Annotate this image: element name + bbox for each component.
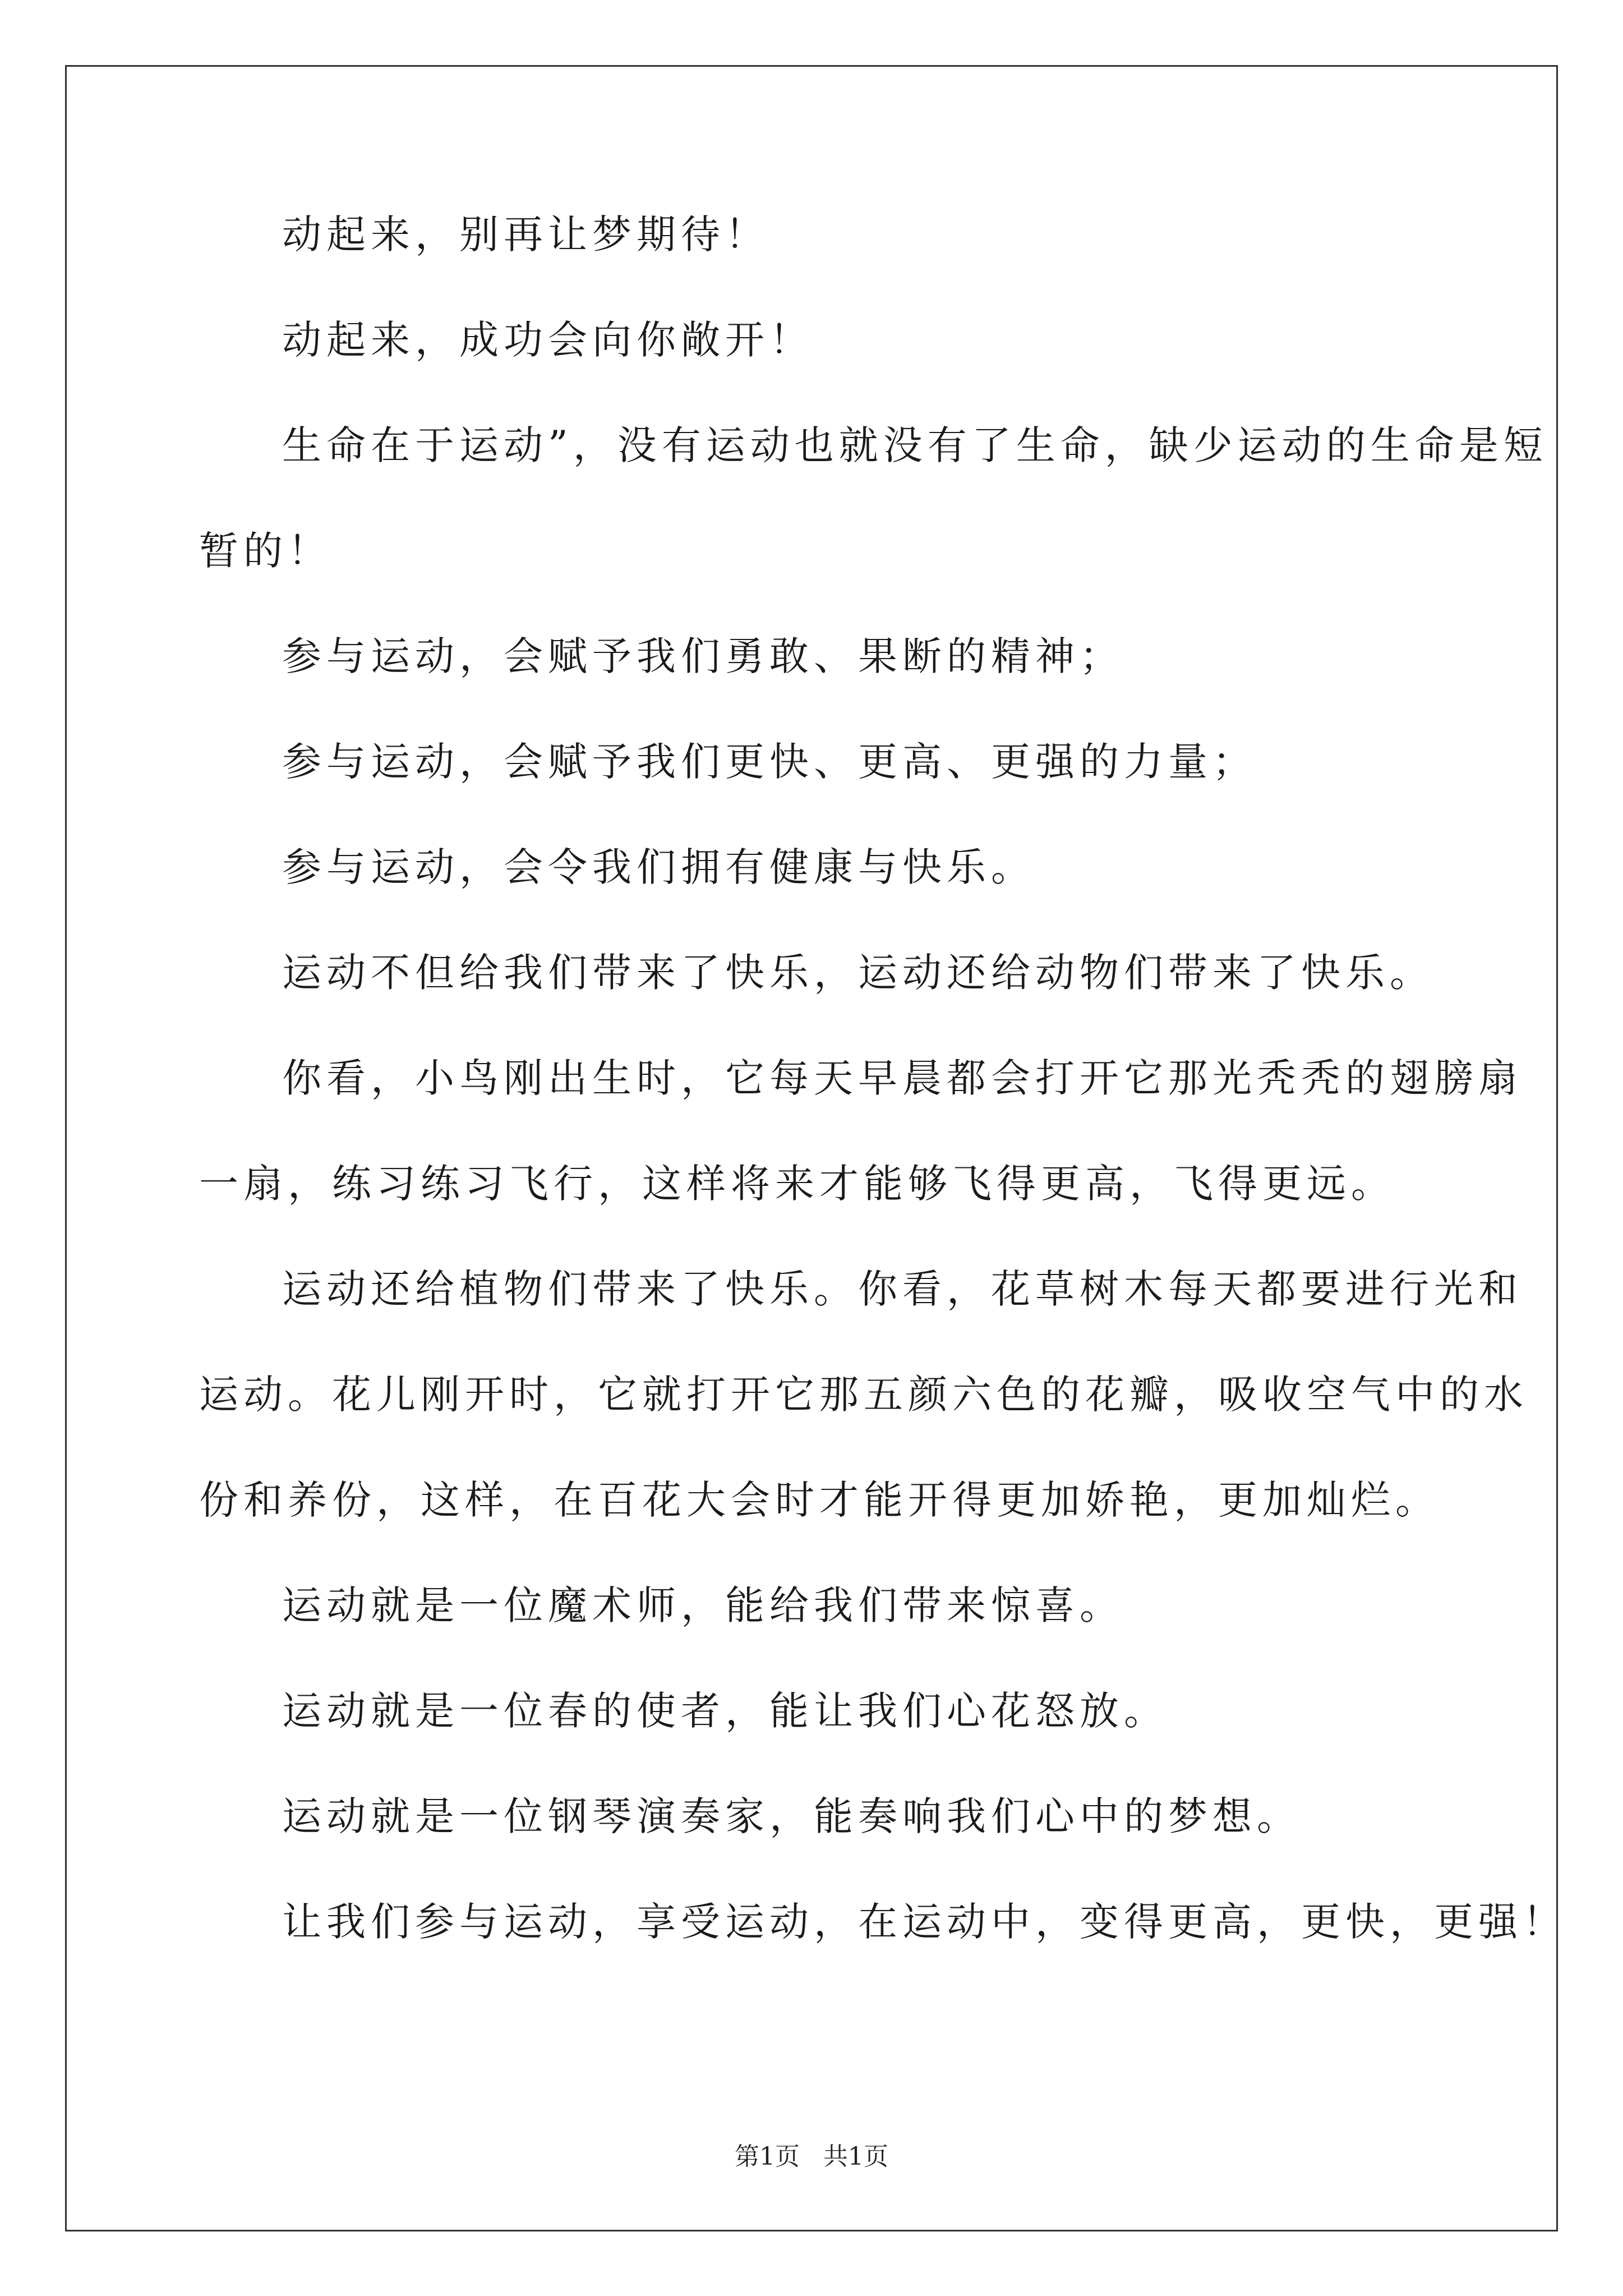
paragraph-line: 运动不但给我们带来了快乐，运动还给动物们带来了快乐。: [282, 950, 1434, 996]
paragraph-line: 一扇，练习练习飞行，这样将来才能够飞得更高，飞得更远。: [199, 1161, 1395, 1207]
page-number-footer: 第1页 共1页: [735, 2142, 888, 2171]
paragraph-line: 动起来，别再让梦期待！: [282, 211, 769, 257]
paragraph-line: 动起来，成功会向你敞开！: [282, 317, 814, 363]
paragraph-line: 份和养份，这样，在百花大会时才能开得更加娇艳，更加灿烂。: [199, 1477, 1440, 1523]
paragraph-line: 运动就是一位魔术师，能给我们带来惊喜。: [282, 1582, 1124, 1628]
paragraph-line: 生命在于运动”，没有运动也就没有了生命，缺少运动的生命是短: [282, 422, 1548, 468]
paragraph-line: 暂的！: [199, 528, 332, 574]
paragraph-line: 参与运动，会赋予我们勇敢、果断的精神；: [282, 633, 1124, 679]
paragraph-line: 参与运动，会赋予我们更快、更高、更强的力量；: [282, 739, 1257, 785]
paragraph-line: 运动。花儿刚开时，它就打开它那五颜六色的花瓣，吸收空气中的水: [199, 1372, 1528, 1418]
paragraph-line: 你看，小鸟刚出生时，它每天早晨都会打开它那光秃秃的翅膀扇: [282, 1055, 1523, 1101]
paragraph-line: 参与运动，会令我们拥有健康与快乐。: [282, 844, 1035, 890]
paragraph-line: 运动就是一位春的使者，能让我们心花怒放。: [282, 1688, 1168, 1734]
paragraph-line: 运动还给植物们带来了快乐。你看，花草树木每天都要进行光和: [282, 1266, 1523, 1312]
paragraph-line: 让我们参与运动，享受运动，在运动中，变得更高，更快，更强！: [282, 1899, 1567, 1945]
paragraph-line: 运动就是一位钢琴演奏家，能奏响我们心中的梦想。: [282, 1793, 1301, 1839]
